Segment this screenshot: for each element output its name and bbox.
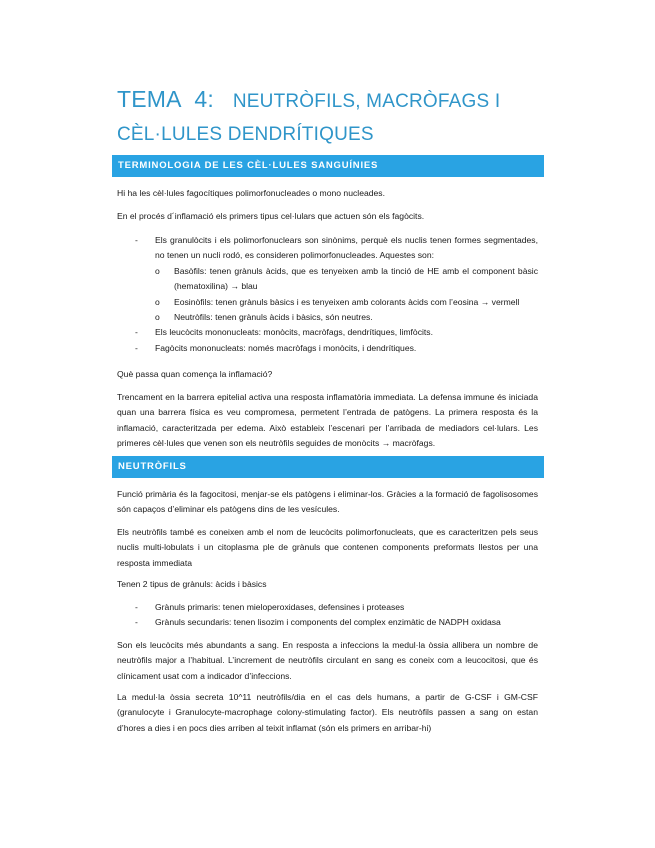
title-line2: CÈL·LULES DENDRÍTIQUES	[117, 124, 374, 145]
sub-bullet-mark: o	[155, 312, 160, 323]
sub-list-item	[155, 295, 538, 310]
sub-list-item-text: Basòfils: tenen grànuls àcids, que es tenyeixen amb la tinció de HE amb el component bàsic (hematoxilina) → blau	[174, 265, 538, 292]
sub-list-item-text: Neutròfils: tenen grànuls àcids i bàsics, són neutres.	[174, 312, 373, 323]
list-item	[117, 325, 538, 340]
list-item	[117, 233, 538, 325]
section-heading-terminologia: TERMINOLOGIA DE LES CÈL·LULES SANGUÍNIES	[112, 155, 544, 177]
title-word-tema: TEMA	[117, 86, 182, 112]
list-item	[117, 341, 538, 356]
paragraph: Els neutròfils també es coneixen amb el nom de leucòcits polimorfonucleats, que es caracteritzen pels seus nuclis multi-lobulats i un citoplasma ple de grànuls que contenen components preformats llestos per una resposta immediata	[117, 527, 538, 568]
bullet-mark: -	[135, 342, 138, 353]
bullet-mark: -	[135, 235, 138, 245]
section-heading-neutrofils: NEUTRÒFILS	[112, 456, 544, 478]
paragraph-question: Què passa quan comença la inflamació?	[117, 369, 273, 379]
title-line1-rest: NEUTRÒFILS, MACRÒFAGS I	[232, 91, 501, 112]
list-item	[117, 600, 538, 615]
sub-list-item	[155, 264, 538, 295]
list-item-text: Fagòcits mononucleats: només macròfags i monòcits, i dendrítiques.	[155, 342, 417, 353]
sub-list-item	[155, 310, 538, 325]
list-item-text: Grànuls secundaris: tenen lisozim i components del complex enzimàtic de NADPH oxidasa	[155, 617, 501, 628]
title-word-number: 4:	[194, 86, 214, 112]
sub-bullet-mark: o	[155, 265, 160, 276]
paragraph: Hi ha les cèl·lules fagocítiques polimorfonucleades o mono nucleades.	[117, 188, 385, 198]
paragraph: Trencament en la barrera epitelial activa una resposta inflamatòria immediata. La defensa immune és iniciada quan una barrera física es veu compromesa, permetent l’entrada de patògens. La primera resposta és la inflamació, caracteritzada per edema. Això estableix l’escenari per l’arribada de mediadors cel·lulars. Les primeres cèl·lules que venen son els neutròfils seguides de monòcits → macròfags.	[117, 392, 538, 449]
sub-list	[155, 264, 538, 326]
sub-bullet-mark: o	[155, 296, 160, 307]
sub-list-item-text: Eosinòfils: tenen grànuls bàsics i es tenyeixen amb colorants àcids com l’eosina → vermell	[174, 296, 520, 307]
paragraph: Son els leucòcits més abundants a sang. En resposta a infeccions la medul·la òssia allibera un nombre de neutròfils major a l’habitual. L’increment de neutròfils circulant en sang es coneix com a leucocitosi, que és clínicament usat com a indicador d’infeccions.	[117, 640, 538, 681]
bullet-mark: -	[135, 602, 138, 612]
paragraph: Funció primària és la fagocitosi, menjar-se els patògens i eliminar-los. Gràcies a la formació de fagolisosomes són capaços d’eliminar els patògens dins de les vesícules.	[117, 489, 538, 515]
bullet-list	[117, 600, 538, 631]
bullet-mark: -	[135, 617, 138, 628]
list-item-text: Els granulòcits i els polimorfonuclears son sinònims, perquè els nuclis tenen formes segmentades, no tenen un nucli rodó, es consideren polimorfonucleades. Aquestes son:	[155, 235, 538, 261]
paragraph: La medul·la òssia secreta 10^11 neutròfils/dia en el cas dels humans, a partir de G-CSF i GM-CSF (granulocyte i Granulocyte-macrophage colony-stimulating factor). Els neutròfils passen a sang on estan d’hores a dies i en pocs dies arriben al teixit inflamat (són els primers en arribar-hi)	[117, 692, 538, 733]
page-title	[117, 84, 537, 150]
paragraph: Tenen 2 tipus de grànuls: àcids i bàsics	[117, 579, 267, 589]
bullet-list	[117, 233, 538, 356]
list-item-text: Els leucòcits mononucleats: monòcits, macròfags, dendrítiques, limfòcits.	[155, 327, 433, 338]
list-item	[117, 615, 538, 630]
list-item-text: Grànuls primaris: tenen mieloperoxidases, defensines i proteases	[155, 602, 405, 612]
bullet-mark: -	[135, 327, 138, 338]
paragraph: En el procés d´inflamació els primers tipus cel·lulars que actuen són els fagòcits.	[117, 211, 425, 221]
